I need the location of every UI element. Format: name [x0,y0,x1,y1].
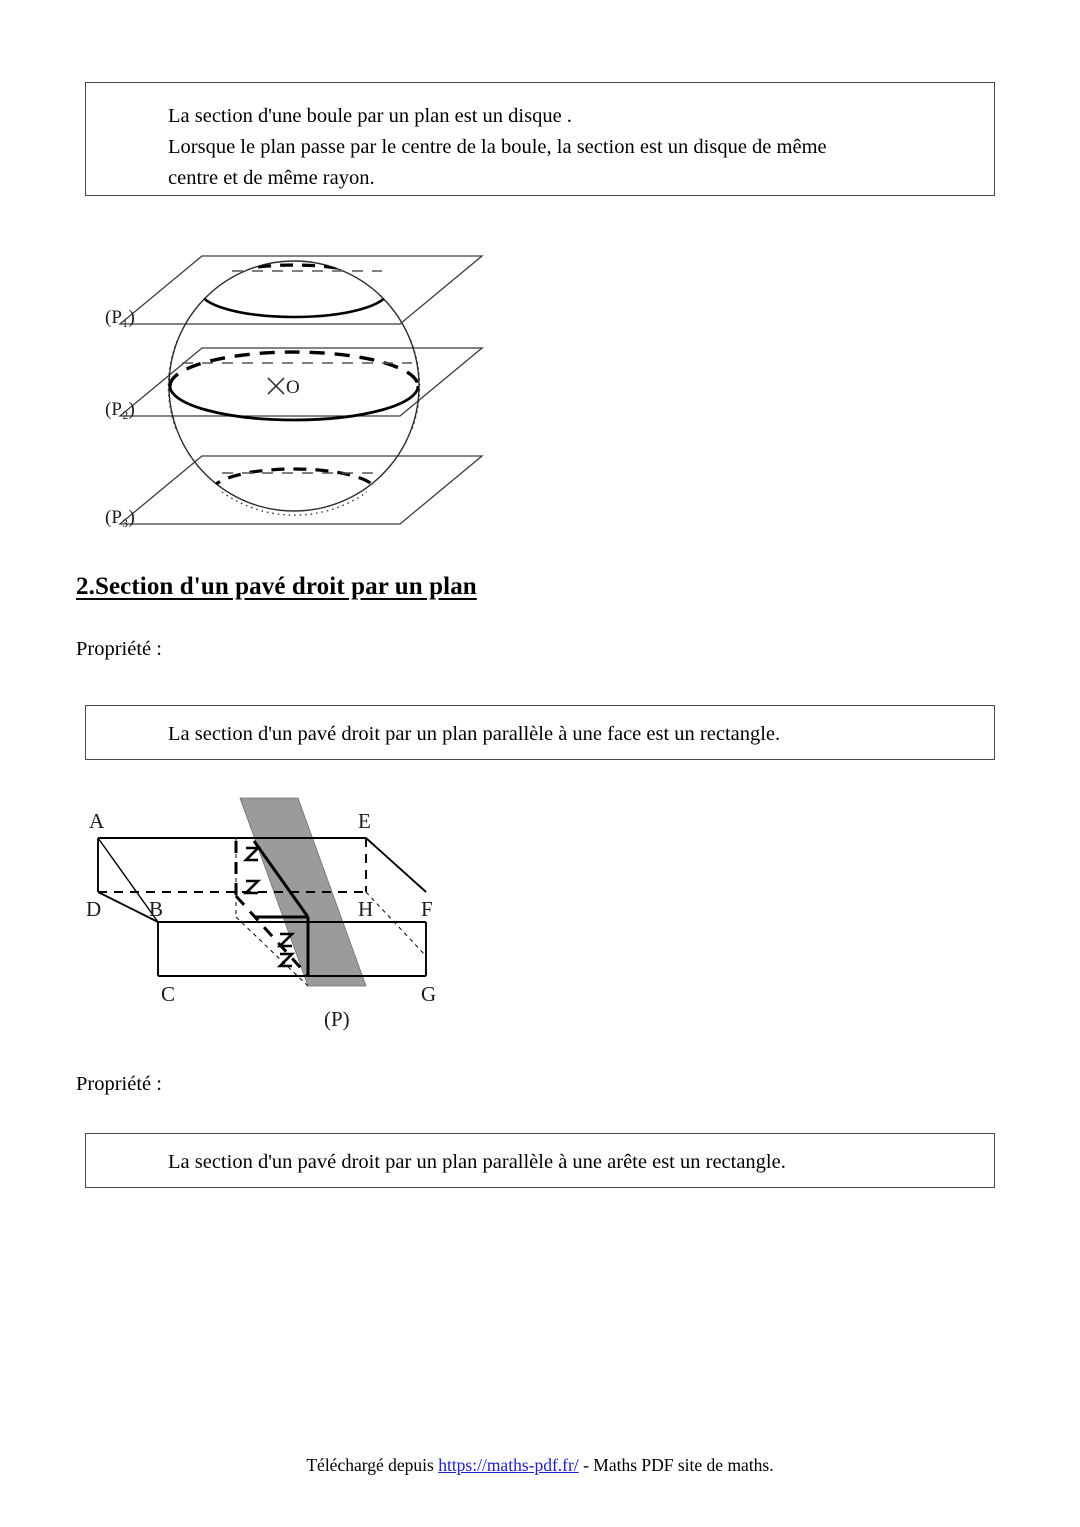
footer-suffix: - Maths PDF site de maths. [578,1455,774,1475]
footer-link[interactable]: https://maths-pdf.fr/ [438,1455,579,1475]
sphere-center-label: O [286,377,300,398]
page-footer [0,1455,1080,1476]
plane-p2-shape [120,348,482,416]
sphere-center-cross-icon [268,378,284,394]
property-label-2: Propriété : [76,1073,162,1095]
section-heading-2: 2.Section d'un pavé droit par un plan [76,573,477,600]
property-boule-line-1: La section d'une boule par un plan est un disque . [168,105,572,127]
property-label-1: Propriété : [76,638,162,660]
plane-label-p2: (P₂) [105,399,135,420]
footer-prefix: Téléchargé depuis [306,1455,439,1475]
cuboid-vertex-label-D: D [86,897,102,921]
figure-sphere-sections [82,236,502,536]
cuboid-vertex-label-F: F [421,897,433,921]
cuboid-vertex-label-C: C [161,982,176,1006]
cuboid-vertex-label-G: G [421,982,437,1006]
property-box-arete-content [86,1134,994,1191]
plane-label-p3: (P₃) [105,507,135,528]
property-arete-text: La section d'un pavé droit par un plan parallèle à une arête est un rectangle. [168,1151,786,1173]
figure-cuboid-section [76,786,506,1066]
section-circle-p1 [200,265,388,317]
property-box-boule-content [86,83,994,212]
property-face-text: La section d'un pavé droit par un plan parallèle à une face est un rectangle. [168,723,781,745]
plane-p1-shape [120,256,482,324]
cuboid-vertex-label-H: H [358,897,374,921]
cuboid-plane-label: (P) [324,1007,350,1031]
plane-label-p1: (P₁) [105,307,135,328]
property-box-face-content [86,706,994,763]
property-boule-line-2: Lorsque le plan passe par le centre de la boule, la section est un disque de même [168,136,827,158]
cuboid-vertex-label-E: E [358,809,371,833]
cuboid-vertex-label-A: A [89,809,105,833]
property-boule-line-3: centre et de même rayon. [168,167,375,189]
property-box-face [85,705,995,760]
property-box-arete [85,1133,995,1188]
plane-p3-shape [120,456,482,524]
property-box-boule [85,82,995,196]
cuboid-vertex-label-B: B [149,897,164,921]
section-circle-p3 [212,469,376,513]
